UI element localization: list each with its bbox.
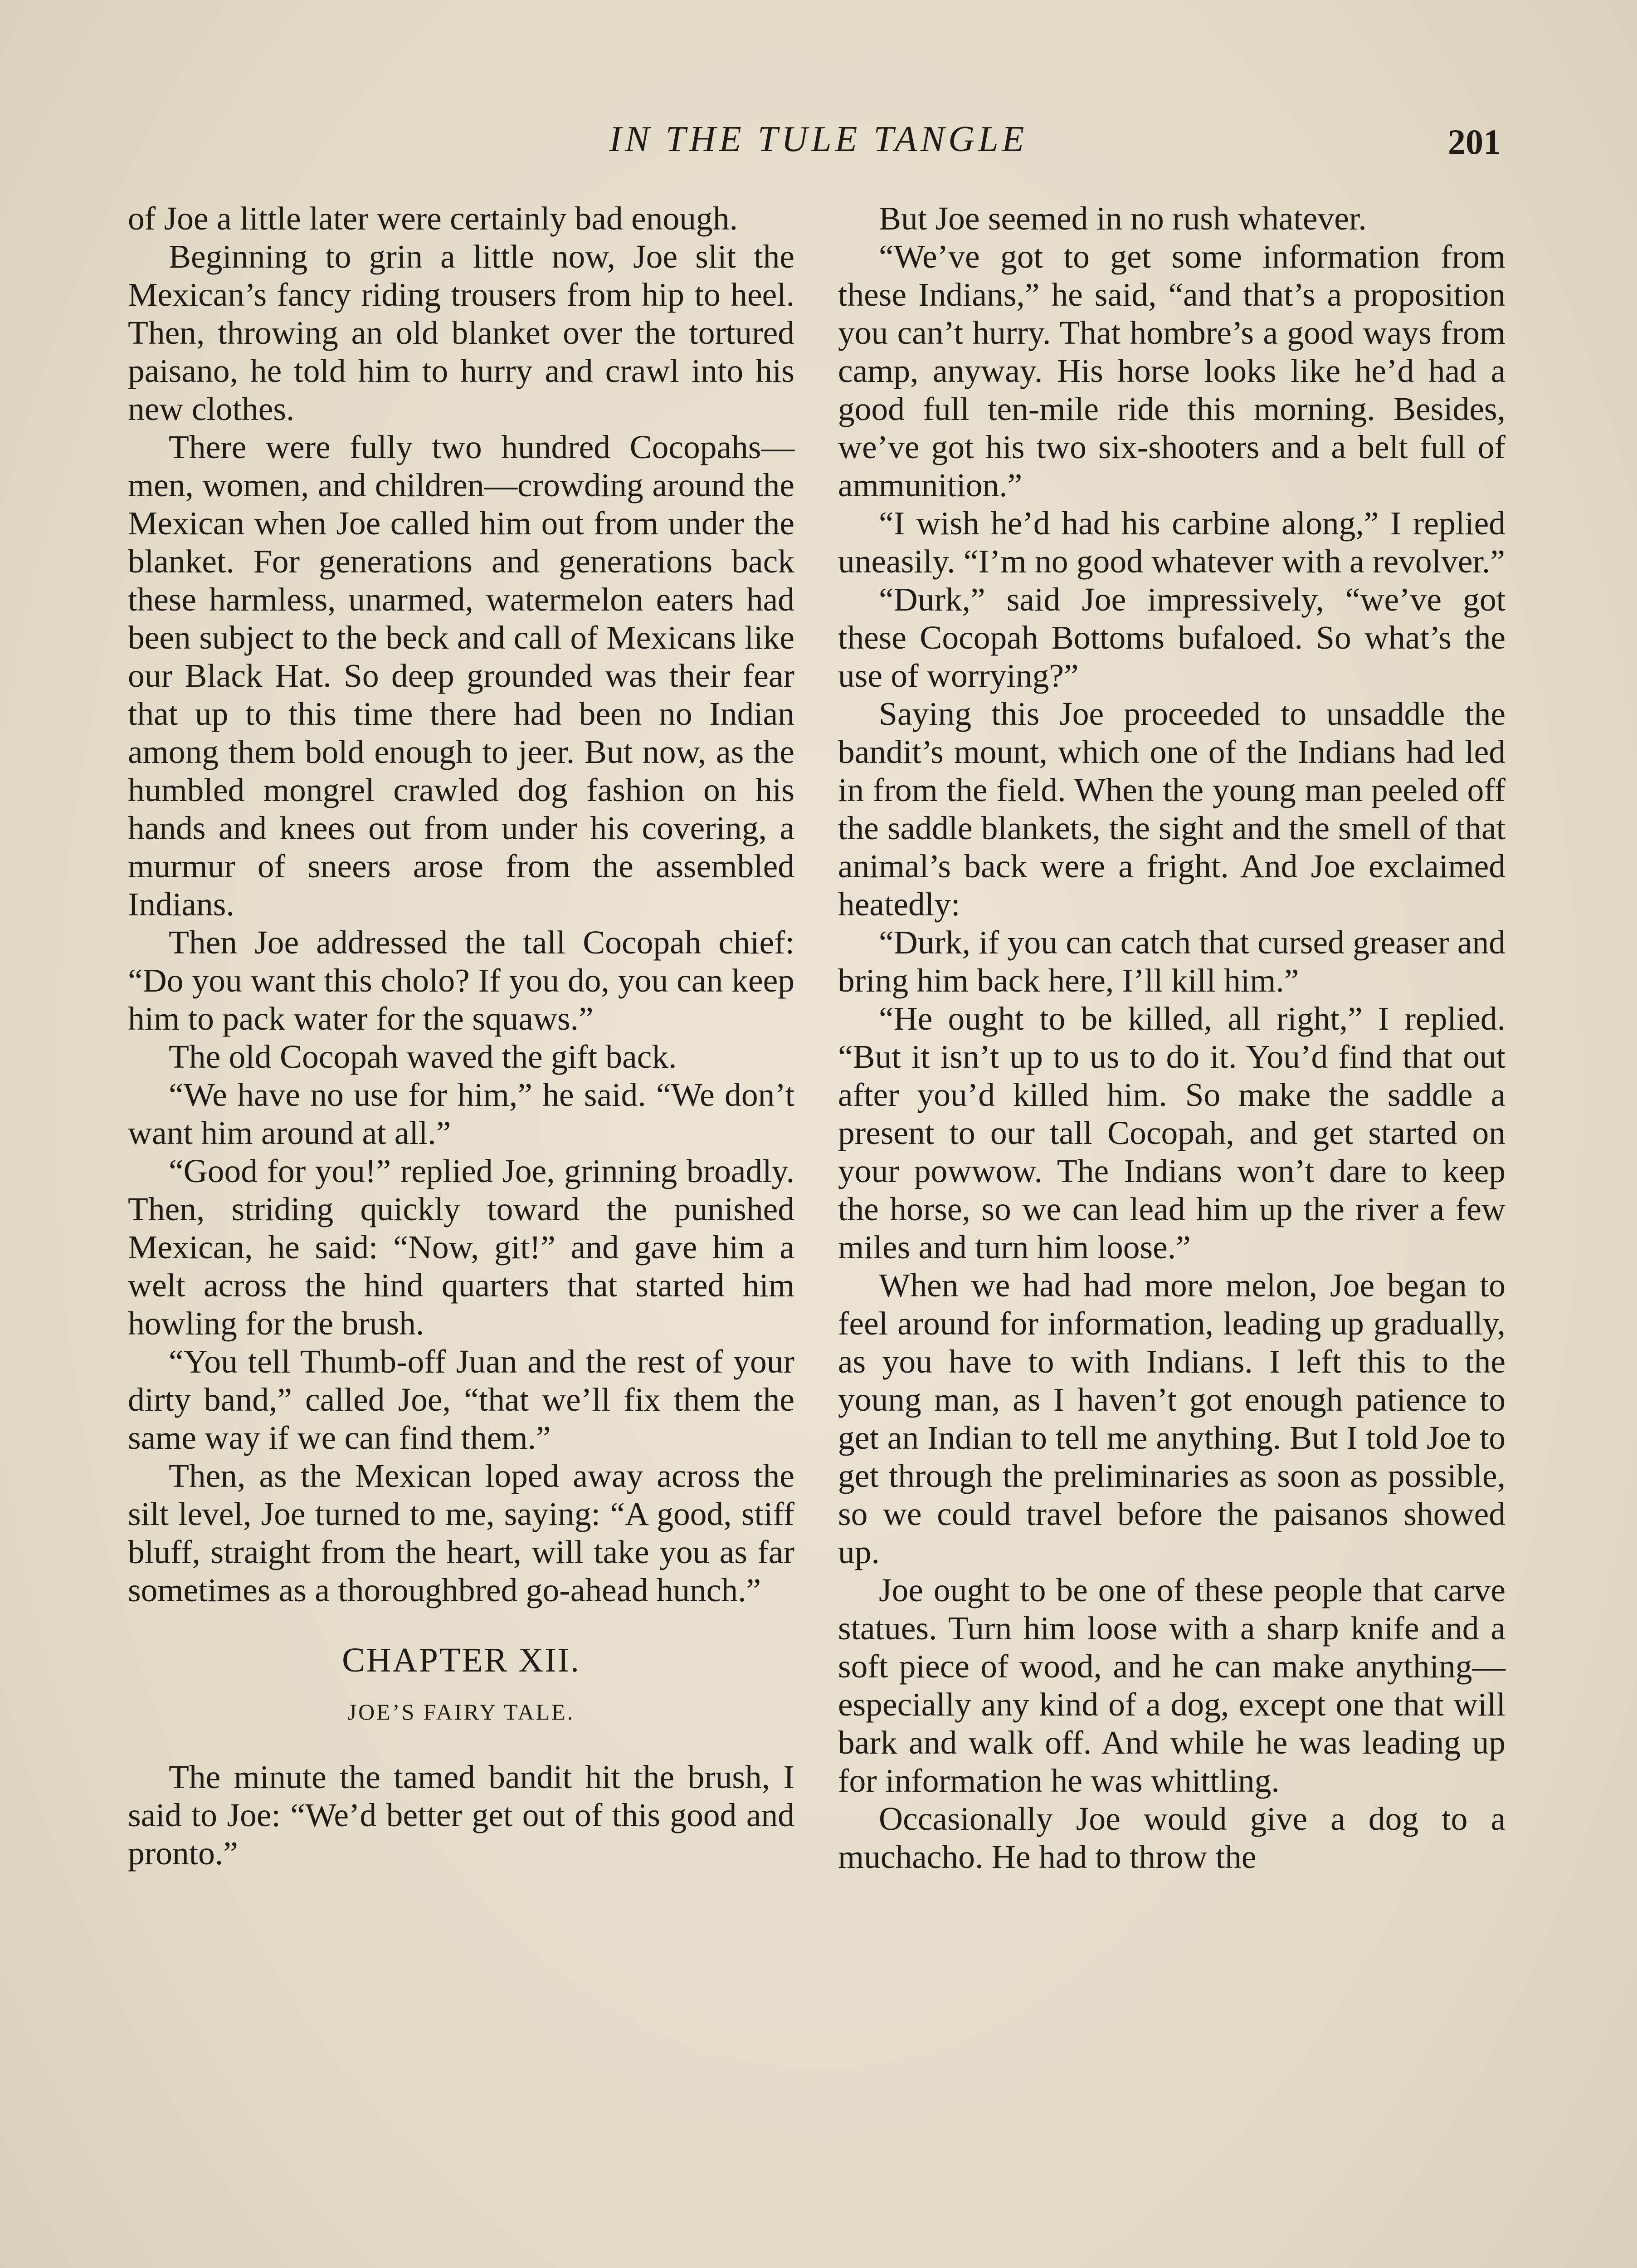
paragraph: “I wish he’d had his carbine along,” I replied uneasily. “I’m no good whatever with a revolver.”: [838, 505, 1505, 580]
paragraph: The old Cocopah waved the gift back.: [169, 1038, 677, 1075]
paragraph: “We have no use for him,” he said. “We don’t want him around at all.”: [128, 1076, 794, 1151]
paragraph: “Good for you!” replied Joe, grinning broadly. Then, striding quickly toward the punished Mexican, he said: “Now, git!” and gave him a welt across the hind quarters that started him howling for the brush.: [128, 1153, 794, 1342]
paragraph: Then Joe addressed the tall Cocopah chief: “Do you want this cholo? If you do, you can keep him to pack water for the squaws.”: [128, 924, 794, 1037]
paragraph: Saying this Joe proceeded to unsaddle the bandit’s mount, which one of the Indians had led in from the field. When the young man peeled off the saddle blankets, the sight and the smell of that animal’s back were a fright. And Joe exclaimed heatedly:: [838, 695, 1505, 923]
running-title: IN THE TULE TANGLE: [609, 119, 1028, 159]
paragraph: “We’ve got to get some information from these Indians,” he said, “and that’s a proposition you can’t hurry. That hombre’s a good ways from camp, anyway. His horse looks like he’d had a good full ten-mile ride this morning. Besides, we’ve got his two six-shooters and a belt full of ammunition.”: [838, 238, 1505, 503]
paragraph: Occasionally Joe would give a dog to a muchacho. He had to throw the: [838, 1800, 1505, 1875]
paragraph: “He ought to be killed, all right,” I replied. “But it isn’t up to us to do it. You’d find that out after you’d killed him. So make the saddle a present to our tall Cocopah, and get started on your powwow. The Indians won’t dare to keep the horse, so we can lead him up the river a few miles and turn him loose.”: [838, 1000, 1505, 1266]
paragraph: “You tell Thumb-off Juan and the rest of your dirty band,” called Joe, “that we’ll fix them the same way if we can find them.”: [128, 1343, 794, 1456]
page-number: 201: [1448, 122, 1501, 161]
paragraph: Joe ought to be one of these people that carve statues. Turn him loose with a sharp knife and a soft piece of wood, and he can make anything—especially any kind of a dog, except one that will bark and walk off. And while he was leading up for information he was whittling.: [838, 1572, 1505, 1799]
paragraph: “Durk, if you can catch that cursed greaser and bring him back here, I’ll kill him.”: [838, 924, 1505, 999]
chapter-heading: CHAPTER XII.: [342, 1641, 580, 1679]
chapter-subtitle: JOE’S FAIRY TALE.: [347, 1699, 575, 1725]
paragraph: But Joe seemed in no rush whatever.: [879, 200, 1367, 237]
paragraph: The minute the tamed bandit hit the brush, I said to Joe: “We’d better get out of this good and pronto.”: [128, 1759, 794, 1872]
paragraph: There were fully two hundred Cocopahs—men, women, and children—crowding around the Mexican when Joe called him out from under the blanket. For generations and generations back these harmless, unarmed, watermelon eaters had been subject to the beck and call of Mexicans like our Black Hat. So deep grounded was their fear that up to this time there had been no Indian among them bold enough to jeer. But now, as the humbled mongrel crawled dog fashion on his hands and knees out from under his covering, a murmur of sneers arose from the assembled Indians.: [128, 429, 794, 923]
paragraph: When we had had more melon, Joe began to feel around for information, leading up gradually, as you have to with Indians. I left this to the young man, as I haven’t got enough patience to get an Indian to tell me anything. But I told Joe to get through the preliminaries as soon as possible, so we could travel before the paisanos showed up.: [838, 1267, 1505, 1570]
paragraph: Then, as the Mexican loped away across the silt level, Joe turned to me, saying: “A good, stiff bluff, straight from the heart, will take you as far sometimes as a thoroughbred go-ahead hunch.”: [128, 1457, 794, 1608]
left-column: [128, 200, 794, 1872]
right-column: [838, 200, 1505, 1876]
paragraph: of Joe a little later were certainly bad enough.: [128, 200, 738, 237]
paragraph: Beginning to grin a little now, Joe slit the Mexican’s fancy riding trousers from hip to heel. Then, throwing an old blanket over the tortured paisano, he told him to hurry and crawl into his new clothes.: [128, 238, 794, 427]
paragraph: “Durk,” said Joe impressively, “we’ve got these Cocopah Bottoms bufaloed. So what’s the use of worrying?”: [838, 581, 1505, 694]
